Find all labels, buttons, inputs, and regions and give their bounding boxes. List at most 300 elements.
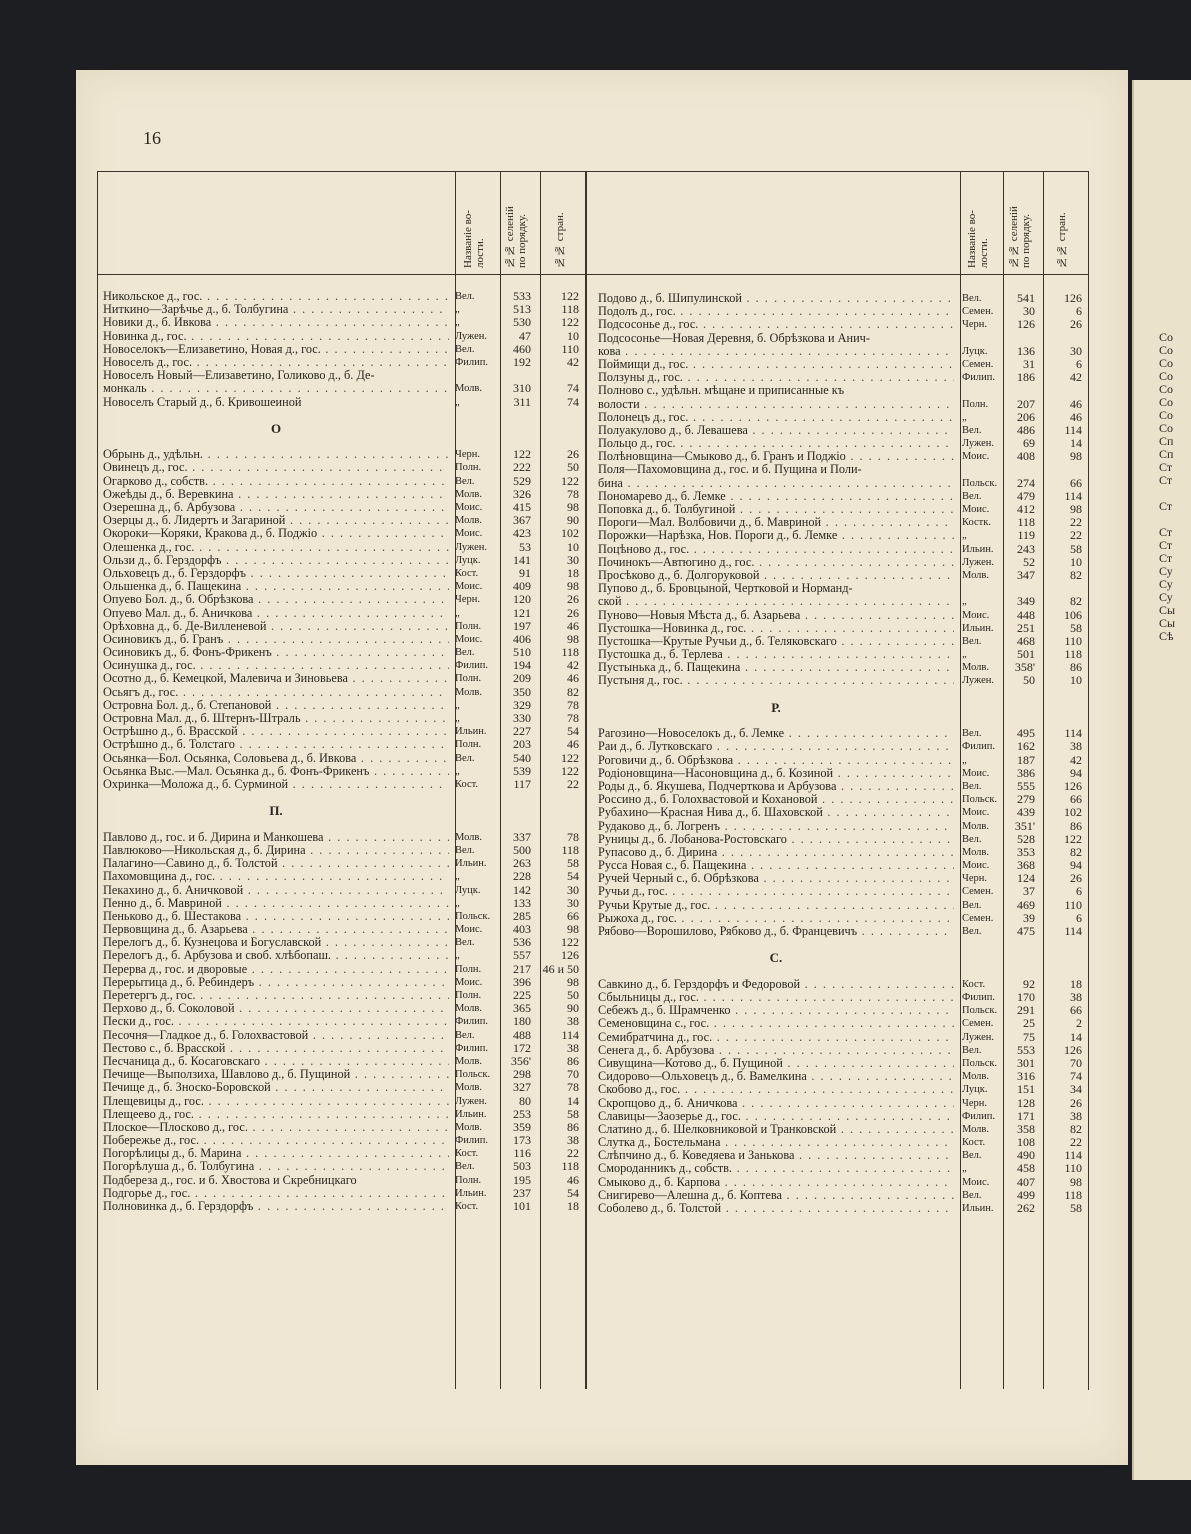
next-page-fragment: Ст — [1159, 499, 1173, 513]
settlement-number: 386 — [1017, 765, 1035, 780]
page-reference: 18 — [567, 565, 579, 580]
settlement-name: Пустошка д., б. Терлева . . . — [598, 648, 954, 661]
index-entry — [598, 1004, 1084, 1017]
header-volost: Названіе во- лости. — [966, 210, 990, 268]
index-entry — [103, 936, 581, 949]
volost-name: Кост. — [455, 1201, 479, 1212]
settlement-name: Пустошка—Новинка д., гос. . . . — [598, 622, 954, 635]
settlement-number: 285 — [513, 908, 531, 923]
settlement-number: 530 — [513, 315, 531, 330]
settlement-number: 37 — [1023, 884, 1035, 899]
settlement-name: Родіоновщина—Насоновщина д., б. Козиной . . . — [598, 767, 954, 780]
index-entry — [598, 1176, 1084, 1189]
settlement-name: Погорѣлуша д., б. Толбугина . . . — [103, 1160, 449, 1173]
page-reference: 70 — [567, 1067, 579, 1082]
page-reference: 46 — [567, 618, 579, 633]
settlement-number: 170 — [1017, 990, 1035, 1004]
volost-name: Молв. — [455, 831, 483, 843]
settlement-name: Рябово—Ворошилово, Рябково д., б. Францевичъ . . . — [598, 925, 954, 938]
index-entry — [103, 1174, 581, 1187]
next-page-fragment: Ст — [1159, 525, 1173, 539]
settlement-number: 50 — [1023, 673, 1035, 688]
page-reference: 126 — [561, 948, 579, 963]
page-reference: 58 — [1070, 620, 1082, 635]
page-reference: 122 — [561, 763, 579, 778]
index-entry — [598, 595, 1084, 608]
next-page-fragment: Су — [1159, 590, 1173, 604]
settlement-number: 133 — [513, 895, 531, 910]
index-entry — [598, 292, 1084, 305]
page-reference: 14 — [1070, 436, 1082, 451]
volost-name: „ — [455, 950, 460, 962]
volost-name: Черн. — [962, 1097, 987, 1109]
index-entry — [598, 1031, 1084, 1044]
next-page-fragment: Ст — [1159, 460, 1173, 474]
index-entry — [103, 343, 581, 356]
page-reference: 74 — [567, 394, 579, 409]
index-entry — [598, 424, 1084, 437]
index-entry — [598, 1017, 1084, 1030]
settlement-name: Подсосонье д., гос. . . . — [598, 318, 954, 331]
page-reference: 110 — [1064, 1161, 1082, 1176]
header-volost: Названіе во- лости. — [462, 210, 486, 268]
volost-name: Филип. — [455, 1016, 489, 1028]
settlement-name: Олешенка д., гос. . . . — [103, 541, 449, 554]
settlement-number: 206 — [1017, 409, 1035, 424]
page-reference: 126 — [1064, 1042, 1082, 1057]
next-page-fragment: Со — [1159, 356, 1174, 370]
volost-name: Филип. — [962, 1110, 996, 1122]
index-entry — [103, 1134, 581, 1147]
index-entry — [598, 398, 1084, 411]
volost-name: Вел. — [455, 647, 475, 659]
settlement-number: 187 — [1017, 752, 1035, 767]
page-reference: 50 — [567, 988, 579, 1002]
page-reference: 26 — [567, 592, 579, 607]
page-reference: 46 — [1070, 396, 1082, 411]
index-entry — [103, 884, 581, 897]
settlement-number: 439 — [1017, 805, 1035, 820]
volost-name: Моис. — [962, 767, 990, 779]
settlement-number: 347 — [1017, 567, 1035, 582]
index-entry — [598, 925, 1084, 938]
page-reference: 38 — [1070, 739, 1082, 754]
page-reference: 42 — [567, 658, 579, 673]
index-entry — [598, 556, 1084, 569]
volost-name: Полн. — [455, 620, 482, 632]
index-entry — [103, 857, 581, 870]
settlement-number: 513 — [513, 302, 531, 317]
volost-name: Моис. — [962, 1176, 990, 1188]
settlement-name: Семеновщина с., гос. . . . — [598, 1017, 954, 1030]
settlement-name: Слатино д., б. Шелковниковой и Транковской . . . — [598, 1123, 954, 1136]
settlement-name: Ручей Черный с., б. Обрѣзкова . . . — [598, 872, 954, 885]
volost-name: Филип. — [962, 992, 996, 1003]
settlement-name: Перелогъ д., б. Кузнецова и Богуславской . . . — [103, 936, 449, 949]
index-entry — [598, 727, 1084, 740]
settlement-name: Поймищи д., гос. . . . — [598, 358, 954, 371]
volost-name: Польск. — [455, 910, 491, 922]
settlement-number: 358' — [1014, 660, 1035, 675]
page-reference: 14 — [1070, 1029, 1082, 1044]
settlement-number: 500 — [513, 842, 531, 857]
settlement-number: 207 — [1017, 396, 1035, 411]
next-page-fragment: Сы — [1159, 616, 1176, 630]
page-reference: 6 — [1076, 304, 1082, 319]
index-entry — [598, 846, 1084, 859]
index-entry — [103, 1147, 581, 1160]
settlement-name: Ольшенка д., б. Пащекина . . . — [103, 580, 449, 593]
settlement-name: Озерцы д., б. Лидертъ и Загариной . . . — [103, 514, 449, 527]
settlement-number: 197 — [513, 618, 531, 633]
settlement-number: 222 — [513, 460, 531, 475]
page-reference: 22 — [567, 1146, 579, 1161]
settlement-name: Просѣково д., б. Долгоруковой . . . — [598, 569, 954, 582]
index-entry — [598, 529, 1084, 542]
index-entry — [103, 541, 581, 554]
settlement-number: 108 — [1017, 1135, 1035, 1150]
settlement-name: Осиновикъ д., б. Фонъ-Фрикенъ . . . — [103, 646, 449, 659]
header-settlement-no: №№ селеній по порядку. — [504, 206, 528, 268]
index-entry — [103, 897, 581, 910]
settlement-number: 529 — [513, 473, 531, 488]
settlement-name: Новинка д., гос. . . . — [103, 330, 449, 343]
settlement-number: 350 — [513, 684, 531, 699]
page-reference: 58 — [1070, 1201, 1082, 1215]
settlement-name: Островна Мал. д., б. Штернъ-Штраль . . . — [103, 712, 449, 725]
settlement-number: 53 — [519, 539, 531, 554]
volost-name: „ — [455, 713, 460, 725]
volost-name: Вел. — [455, 937, 475, 949]
index-entry — [598, 885, 1084, 898]
volost-name: Молв. — [962, 1071, 990, 1083]
next-page-edge — [1132, 80, 1191, 1480]
volost-name: Вел. — [455, 343, 475, 355]
settlement-name: Рупасово д., б. Дирина . . . — [598, 846, 954, 859]
index-entry — [103, 1121, 581, 1134]
settlement-name: бина . . . — [598, 477, 954, 490]
settlement-name: Пустошка—Крутые Ручьи д., б. Теляковскаго . . . — [598, 635, 954, 648]
volost-name: Кост. — [455, 567, 479, 579]
page-reference: 26 — [1070, 871, 1082, 886]
page-reference: 110 — [561, 341, 579, 356]
settlement-name: Савкино д., б. Герздорфъ и Федоровой . . . — [598, 978, 954, 991]
page-reference: 30 — [1070, 343, 1082, 358]
settlement-number: 126 — [1017, 317, 1035, 332]
settlement-number: 172 — [513, 1040, 531, 1055]
page-reference: 90 — [567, 1001, 579, 1016]
settlement-name: Пестово с., б. Врасской . . . — [103, 1042, 449, 1055]
page-reference: 22 — [1070, 528, 1082, 543]
page-reference: 10 — [1070, 554, 1082, 569]
page-reference: 94 — [1070, 858, 1082, 873]
page-reference: 58 — [567, 1106, 579, 1121]
settlement-name: Себежъ д., б. Шрамченко . . . — [598, 1004, 954, 1017]
page-reference: 66 — [567, 908, 579, 923]
index-entry — [598, 1189, 1084, 1202]
settlement-number: 555 — [1017, 778, 1035, 793]
settlement-number: 194 — [513, 658, 531, 673]
settlement-name: Ползуны д., гос. . . . — [598, 371, 954, 384]
volost-name: Филип. — [455, 1135, 489, 1147]
settlement-number: 469 — [1017, 897, 1035, 912]
index-entry — [103, 831, 581, 844]
index-entry — [103, 686, 581, 699]
settlement-name: Сенега д., б. Арбузова . . . — [598, 1044, 954, 1057]
settlement-name: Перетергъ д., гос. . . . — [103, 989, 449, 1002]
index-entry — [598, 899, 1084, 912]
page-reference: 82 — [1070, 567, 1082, 582]
settlement-number: 495 — [1017, 726, 1035, 741]
index-entry — [598, 1070, 1084, 1083]
page-reference: 46 — [1070, 409, 1082, 424]
volost-name: Семен. — [962, 1018, 994, 1030]
page-reference: 58 — [1070, 541, 1082, 556]
index-entry — [598, 477, 1084, 490]
page-reference: 122 — [561, 473, 579, 488]
index-entry — [103, 976, 581, 989]
next-page-fragment: Су — [1159, 577, 1173, 591]
page-reference: 118 — [1064, 1187, 1082, 1202]
volost-name: Молв. — [455, 1003, 483, 1015]
index-entry — [598, 767, 1084, 780]
index-entry — [103, 712, 581, 725]
settlement-number: 412 — [1017, 502, 1035, 516]
index-entry — [598, 305, 1084, 318]
settlement-number: 403 — [513, 922, 531, 937]
next-page-fragment: Со — [1159, 408, 1174, 422]
volost-name: Кост. — [962, 1137, 986, 1149]
index-entry — [103, 672, 581, 685]
settlement-name: Подсосонье—Новая Деревня, б. Обрѣзкова и Анич- — [598, 331, 870, 345]
settlement-number: 30 — [1023, 304, 1035, 319]
settlement-name: Слѣпчино д., б. Коведяева и Занькова . . . — [598, 1149, 954, 1162]
settlement-name: Плещевицы д., гос. . . . — [103, 1095, 449, 1108]
settlement-name: Раи д., б. Лутковскаго . . . — [598, 740, 954, 753]
settlement-name: Песчаница д., б. Косаговскаго . . . — [103, 1055, 449, 1068]
volost-name: Молв. — [455, 1055, 483, 1067]
settlement-name: Подгорье д., гос. . . . — [103, 1187, 449, 1200]
settlement-number: 528 — [1017, 831, 1035, 846]
volost-name: Черн. — [962, 873, 987, 885]
settlement-number: 173 — [513, 1133, 531, 1148]
settlement-number: 243 — [1017, 541, 1035, 556]
page-reference: 114 — [1064, 924, 1082, 939]
index-entry — [598, 991, 1084, 1004]
header-settlement-no: №№ селеній по порядку. — [1008, 206, 1032, 268]
index-entry — [598, 648, 1084, 661]
page-reference: 14 — [567, 1093, 579, 1108]
volost-name: Молв. — [455, 383, 483, 395]
index-entry — [103, 1095, 581, 1108]
volost-name: Луцк. — [962, 345, 988, 357]
settlement-number: 423 — [513, 526, 531, 541]
volost-name: Молв. — [455, 515, 483, 527]
settlement-name: Новоселокъ—Елизаветино, Новая д., гос. . . . — [103, 343, 449, 356]
index-entry — [598, 820, 1084, 833]
settlement-number: 118 — [1017, 515, 1035, 530]
volost-name: Вел. — [455, 752, 475, 764]
page-reference: 38 — [1070, 1108, 1082, 1123]
settlement-name: Погорѣлицы д., б. Марина . . . — [103, 1147, 449, 1160]
settlement-name: Пески д., гос. . . . — [103, 1015, 449, 1028]
settlement-number: 396 — [513, 974, 531, 989]
index-entry — [598, 516, 1084, 529]
page-reference: 30 — [567, 882, 579, 897]
settlement-name: Охринка—Моложа д., б. Сурминой . . . — [103, 778, 449, 791]
page-reference: 114 — [1064, 1148, 1082, 1163]
settlement-name: Соболево д., б. Толстой . . . — [598, 1202, 954, 1215]
settlement-name: Славицы—Заозерье д., гос. . . . — [598, 1110, 954, 1123]
settlement-number: 349 — [1017, 594, 1035, 609]
next-page-fragment: Сѣ — [1159, 629, 1174, 643]
volost-name: Молв. — [455, 1121, 483, 1133]
settlement-name: Печище д., б. Зноско-Боровской . . . — [103, 1081, 449, 1094]
index-entry — [103, 369, 581, 382]
settlement-name: Пороги—Мал. Волбовичи д., б. Мавриной . . . — [598, 516, 954, 529]
settlement-number: 499 — [1017, 1187, 1035, 1202]
settlement-number: 120 — [513, 592, 531, 607]
index-entry — [598, 411, 1084, 424]
page-reference: 114 — [561, 1027, 579, 1042]
index-entry — [103, 1081, 581, 1094]
page-reference: 126 — [1064, 778, 1082, 793]
volost-name: Полн. — [455, 1174, 482, 1186]
volost-name: Лужен. — [962, 1031, 994, 1043]
volost-name: Ильин. — [455, 726, 487, 738]
settlement-name: Озерешна д., б. Арбузова . . . — [103, 501, 449, 514]
index-entry — [103, 475, 581, 488]
settlement-name: Побережье д., гос. . . . — [103, 1134, 449, 1147]
page-reference: 98 — [567, 500, 579, 515]
volost-name: Луцк. — [962, 1084, 988, 1096]
next-page-fragment: Ст — [1159, 551, 1173, 565]
settlement-number: 557 — [513, 948, 531, 963]
volost-name: Кост. — [455, 778, 479, 790]
index-entry — [103, 1029, 581, 1042]
page-reference: 98 — [1070, 449, 1082, 464]
volost-name: Лужен. — [455, 330, 487, 342]
settlement-name: Ручьи д., гос. . . . — [598, 885, 954, 898]
volost-name: „ — [962, 1163, 967, 1175]
index-entry — [103, 778, 581, 791]
index-entry — [103, 725, 581, 738]
settlement-number: 128 — [1017, 1095, 1035, 1110]
page-reference: 118 — [561, 302, 579, 317]
volost-name: „ — [962, 649, 967, 661]
settlement-number: 329 — [513, 697, 531, 712]
settlement-number: 301 — [1017, 1055, 1035, 1070]
settlement-name: Полновинка д., б. Герздорфъ . . . — [103, 1200, 449, 1213]
settlement-name: Островна Бол. д., б. Степановой . . . — [103, 699, 449, 712]
settlement-name: Полонецъ д., гос. . . . — [598, 411, 954, 424]
settlement-number: 203 — [513, 737, 531, 752]
page-reference: 42 — [1070, 752, 1082, 767]
settlement-name: Ниткино—Зарѣчье д., б. Толбугина . . . — [103, 303, 449, 316]
volost-name: Полн. — [455, 990, 482, 1001]
page-reference: 6 — [1076, 356, 1082, 371]
volost-name: „ — [962, 411, 967, 423]
settlement-number: 367 — [513, 513, 531, 528]
settlement-number: 488 — [513, 1027, 531, 1042]
page-reference: 42 — [567, 354, 579, 369]
settlement-number: 162 — [1017, 739, 1035, 754]
volost-name: Полн. — [455, 963, 482, 975]
volost-name: Ильин. — [962, 543, 994, 555]
settlement-name: Овинецъ д., гос. . . . — [103, 461, 449, 474]
settlement-number: 101 — [513, 1199, 531, 1213]
settlement-number: 316 — [1017, 1069, 1035, 1084]
index-entry — [598, 503, 1084, 516]
page-reference: 102 — [561, 526, 579, 541]
settlement-name: Осьянка Выс.—Мал. Осьянка д., б. Фонъ-Фрикенъ . . . — [103, 765, 449, 778]
volost-name: Ильин. — [455, 1187, 487, 1199]
settlement-name: Роды д., б. Якушева, Подчерткова и Арбузова . . . — [598, 780, 954, 793]
settlement-name: Слутка д., Бостельмана . . . — [598, 1136, 954, 1149]
index-entry — [598, 609, 1084, 622]
volost-name: „ — [455, 871, 460, 883]
volost-name: Вел. — [962, 1044, 982, 1056]
page-reference: 98 — [567, 579, 579, 594]
settlement-number: 533 — [513, 289, 531, 303]
index-entry — [103, 923, 581, 936]
index-entry — [103, 1042, 581, 1055]
index-entry — [598, 740, 1084, 753]
page-reference: 54 — [567, 724, 579, 739]
index-entry — [103, 514, 581, 527]
page-reference: 118 — [561, 645, 579, 660]
settlement-name: Ольховецъ д., б. Герздорфъ . . . — [103, 567, 449, 580]
page-reference: 22 — [1070, 1135, 1082, 1150]
index-entry — [598, 1123, 1084, 1136]
volost-name: Вел. — [455, 475, 475, 487]
settlement-number: 151 — [1017, 1082, 1035, 1097]
volost-name: Молв. — [962, 820, 990, 832]
volost-name: „ — [455, 607, 460, 619]
page-reference: 18 — [567, 1199, 579, 1213]
section-letter: Р. — [771, 699, 781, 715]
settlement-number: 121 — [513, 605, 531, 620]
page-reference: 78 — [567, 711, 579, 726]
next-page-fragment: Сп — [1159, 434, 1174, 448]
page-reference: 122 — [561, 935, 579, 950]
settlement-name: Орѣховна д., б. Де-Вилленевой . . . — [103, 620, 449, 633]
volost-name: Молв. — [962, 662, 990, 674]
next-page-fragment: Со — [1159, 369, 1174, 383]
settlement-number: 310 — [513, 381, 531, 396]
page-reference: 98 — [567, 974, 579, 989]
settlement-number: 408 — [1017, 449, 1035, 464]
index-entry — [103, 554, 581, 567]
next-page-fragment: Сп — [1159, 447, 1174, 461]
header-rule — [97, 274, 1089, 275]
settlement-number: 209 — [513, 671, 531, 686]
settlement-number: 253 — [513, 1106, 531, 1121]
volost-name: Моис. — [455, 528, 483, 540]
settlement-name: Поля—Пахомовщина д., гос. и б. Пущина и Поли- — [598, 463, 862, 477]
settlement-number: 475 — [1017, 924, 1035, 939]
settlement-number: 358 — [1017, 1121, 1035, 1136]
next-page-fragment: Сы — [1159, 603, 1176, 617]
settlement-number: 356' — [510, 1053, 531, 1068]
volost-name: Полн. — [455, 673, 482, 685]
volost-name: Филип. — [962, 741, 996, 753]
volost-name: Молв. — [962, 846, 990, 858]
settlement-name: Пенно д., б. Мавриной . . . — [103, 897, 449, 910]
page-reference: 38 — [567, 1014, 579, 1029]
settlement-number: 274 — [1017, 475, 1035, 490]
index-entry — [103, 949, 581, 962]
